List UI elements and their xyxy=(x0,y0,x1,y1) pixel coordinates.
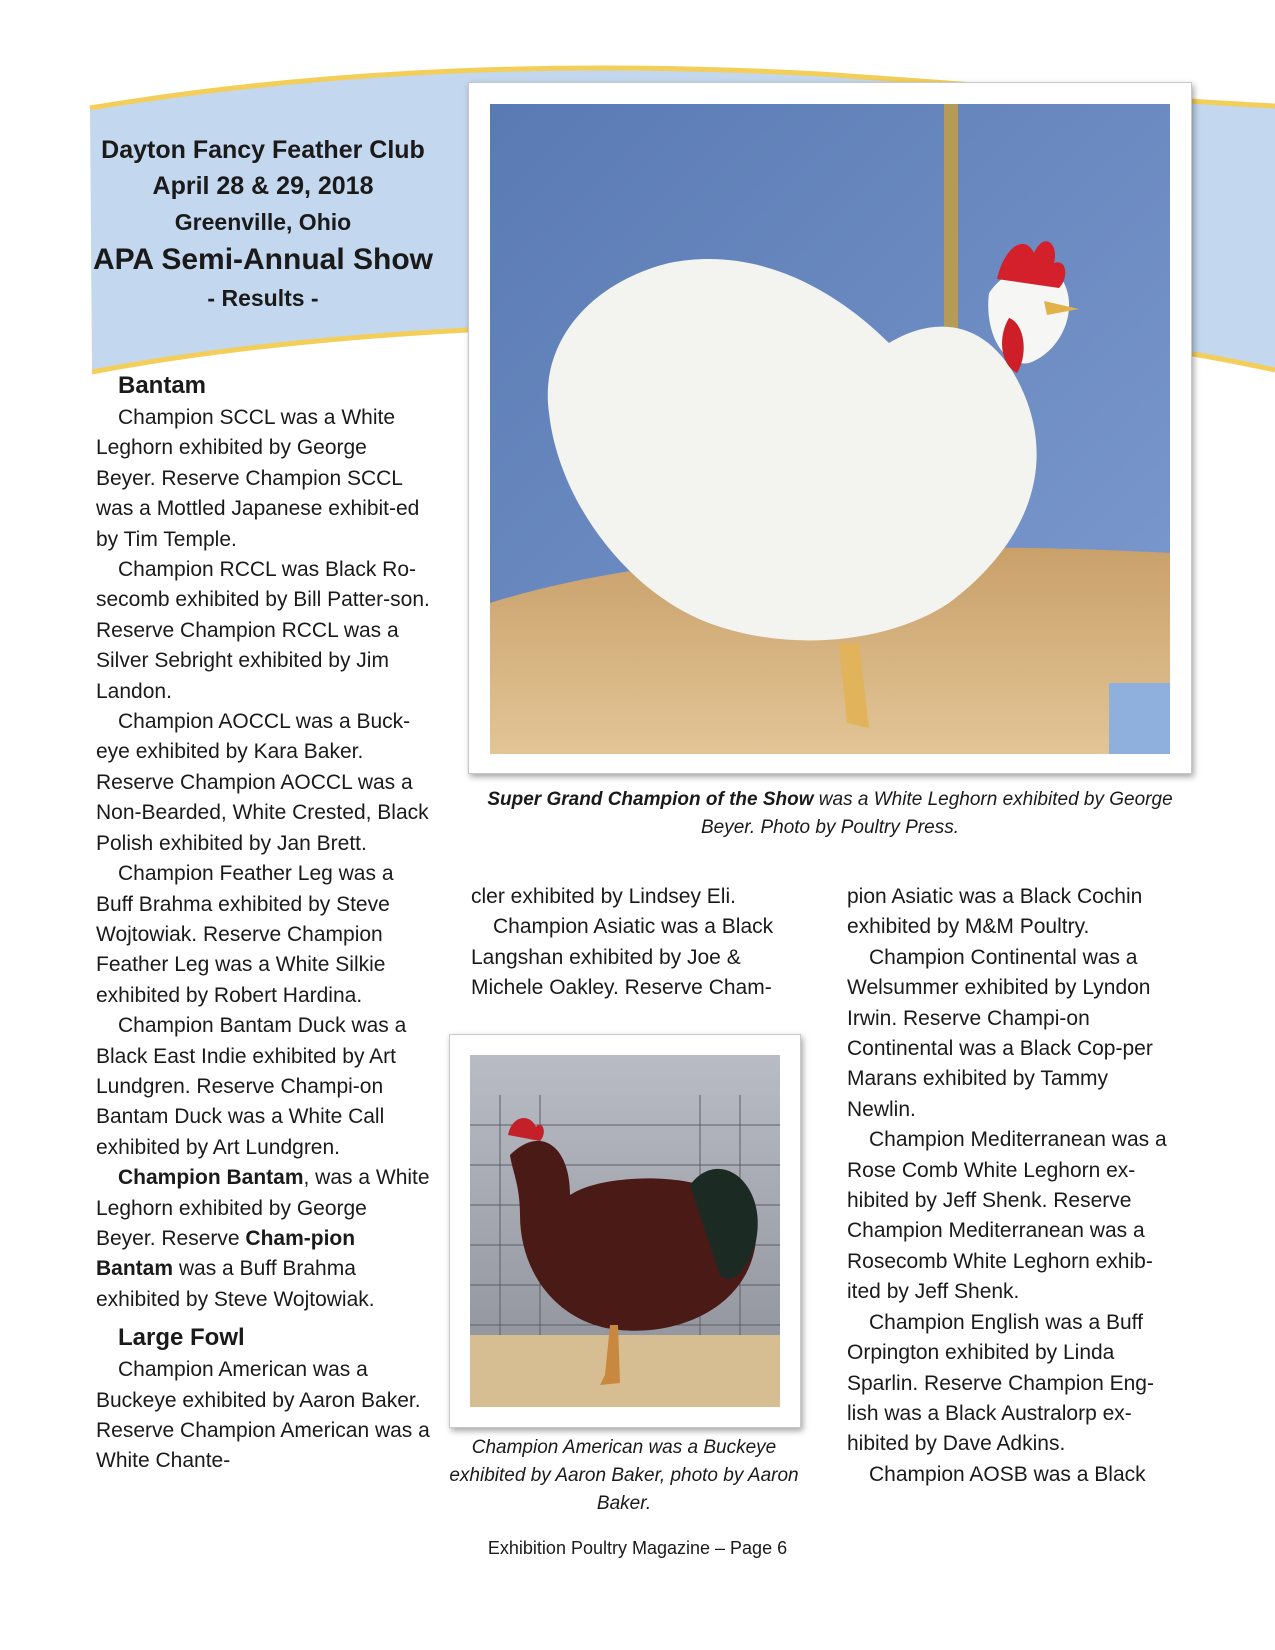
text: , was a White Leghorn exhibited by George Beyer. Reserve xyxy=(96,1166,430,1250)
show-location: Greenville, Ohio xyxy=(174,209,352,235)
column-2 xyxy=(471,882,796,1004)
paragraph: Champion American was a Buckeye exhibited by Aaron Baker. Reserve Champion American was a White Chante- xyxy=(96,1358,430,1473)
white-leghorn-image xyxy=(469,83,1191,773)
caption-photo-1 xyxy=(470,786,1190,842)
paragraph: Champion Asiatic was a Black Langshan exhibited by Joe & Michele Oakley. Reserve Cham- xyxy=(471,915,774,1000)
bold-text: Cham-pion Bantam xyxy=(96,1226,356,1281)
photo-white-leghorn xyxy=(468,82,1192,774)
page-footer: Exhibition Poultry Magazine – Page 6 xyxy=(487,1538,788,1558)
caption-photo-2: Champion American was a Buckeye exhibited by Aaron Baker, photo by Aaron Baker. xyxy=(449,1437,799,1514)
paragraph: Champion SCCL was a White Leghorn exhibited by George Beyer. Reserve Champion SCCL was a Mottled Japanese exhibit-ed by Tim Temple. xyxy=(96,406,420,551)
paragraph xyxy=(96,1163,431,1315)
results-subtitle: - Results - xyxy=(207,285,319,311)
bantam-heading: Bantam xyxy=(118,372,207,399)
buckeye-rooster-image xyxy=(450,1035,800,1427)
paragraph: Champion Mediterranean was a Rose Comb White Leghorn ex-hibited by Jeff Shenk. Reserve Champion Mediterranean was a Rosecomb White Leghorn exhib-ited by Jeff Shenk. xyxy=(847,1128,1167,1304)
paragraph: Champion RCCL was Black Ro-secomb exhibited by Bill Patter-son. Reserve Champion RCCL was a Silver Sebright exhibited by Jim Landon. xyxy=(96,558,430,703)
photo-buckeye xyxy=(449,1034,801,1428)
paragraph: Champion English was a Buff Orpington exhibited by Linda Sparlin. Reserve Champion Eng-lish was a Black Australorp ex-hibited by Dave Adkins. xyxy=(847,1310,1154,1456)
bold-text: Champion Bantam xyxy=(118,1166,304,1190)
paragraph: Champion Feather Leg was a Buff Brahma exhibited by Steve Wojtowiak. Reserve Champion Feather Leg was a White Silkie exhibited by Robert Hardina. xyxy=(96,862,394,1007)
paragraph: Champion Continental was a Welsummer exhibited by Lyndon Irwin. Reserve Champi-on Continental was a Black Cop-per Marans exhibited by Tammy Newlin. xyxy=(847,945,1153,1121)
paragraph: Champion AOSB was a Black xyxy=(869,1462,1146,1486)
paragraph: cler exhibited by Lindsey Eli. xyxy=(471,885,736,908)
column-3 xyxy=(847,882,1182,1490)
show-dates: April 28 & 29, 2018 xyxy=(152,172,374,200)
paragraph: pion Asiatic was a Black Cochin exhibited by M&M Poultry. xyxy=(847,885,1143,939)
caption-text: was a White Leghorn exhibited by George Beyer. Photo by Poultry Press. xyxy=(700,789,1173,838)
paragraph: Champion AOCCL was a Buck-eye exhibited by Kara Baker. Reserve Champion AOCCL was a Non-Bearded, White Crested, Black Polish exhibited by Jan Brett. xyxy=(96,710,429,855)
show-title: APA Semi-Annual Show xyxy=(92,243,434,276)
text: was a Buff Brahma exhibited by Steve Wojtowiak. xyxy=(96,1257,375,1311)
large-fowl-heading: Large Fowl xyxy=(118,1324,245,1352)
paragraph: Champion Bantam Duck was a Black East Indie exhibited by Art Lundgren. Reserve Champi-on Bantam Duck was a White Call exhibited by Art Lundgren. xyxy=(96,1014,407,1159)
club-name: Dayton Fancy Feather Club xyxy=(101,136,425,164)
column-1 xyxy=(96,369,431,1477)
article-header xyxy=(88,132,438,316)
caption-bold: Super Grand Champion of the Show xyxy=(487,789,814,810)
